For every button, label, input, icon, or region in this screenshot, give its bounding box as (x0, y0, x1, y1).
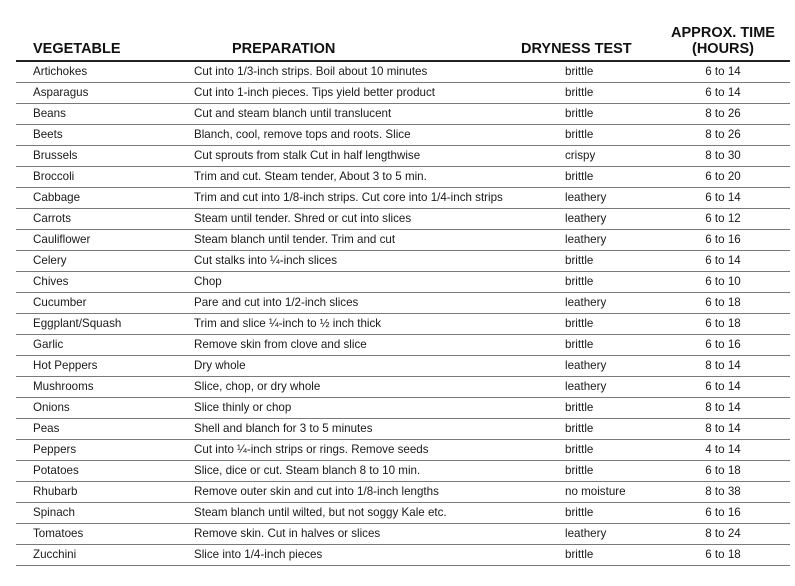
cell-dryness-test: brittle (565, 464, 594, 477)
cell-approx-time: 8 to 30 (705, 149, 741, 162)
cell-vegetable: Mushrooms (33, 380, 94, 393)
cell-approx-time: 6 to 18 (705, 548, 741, 561)
cell-vegetable: Garlic (33, 338, 64, 351)
header-vegetable: VEGETABLE (33, 41, 121, 57)
cell-vegetable: Cucumber (33, 296, 87, 309)
cell-preparation: Slice into 1/4-inch pieces (194, 548, 323, 561)
header-dryness-test: DRYNESS TEST (521, 41, 632, 57)
cell-preparation: Trim and cut into 1/8-inch strips. Cut core into 1/4-inch strips (194, 191, 503, 204)
cell-dryness-test: crispy (565, 149, 596, 162)
table-row (16, 83, 790, 104)
table-body (16, 62, 790, 566)
cell-approx-time: 6 to 16 (705, 233, 741, 246)
cell-vegetable: Hot Peppers (33, 359, 98, 372)
header-preparation: PREPARATION (232, 41, 336, 57)
cell-vegetable: Peas (33, 422, 60, 435)
cell-approx-time: 6 to 14 (705, 86, 741, 99)
cell-preparation: Remove skin. Cut in halves or slices (194, 527, 381, 540)
cell-dryness-test: no moisture (565, 485, 626, 498)
header-approx-time-line1: APPROX. TIME (671, 25, 775, 41)
cell-dryness-test: brittle (565, 170, 594, 183)
cell-dryness-test: leathery (565, 212, 607, 225)
cell-preparation: Cut into 1-inch pieces. Tips yield better product (194, 86, 436, 99)
cell-dryness-test: brittle (565, 422, 594, 435)
table-row (16, 251, 790, 272)
cell-vegetable: Spinach (33, 506, 75, 519)
table-row (16, 209, 790, 230)
table-row (16, 335, 790, 356)
table-row (16, 440, 790, 461)
cell-dryness-test: brittle (565, 317, 594, 330)
cell-dryness-test: brittle (565, 254, 594, 267)
cell-approx-time: 8 to 14 (705, 401, 741, 414)
cell-dryness-test: leathery (565, 380, 607, 393)
table-row (16, 419, 790, 440)
cell-vegetable: Eggplant/Squash (33, 317, 122, 330)
table-row (16, 461, 790, 482)
cell-preparation: Blanch, cool, remove tops and roots. Slice (194, 128, 411, 141)
cell-approx-time: 6 to 10 (705, 275, 741, 288)
cell-vegetable: Broccoli (33, 170, 75, 183)
cell-approx-time: 8 to 14 (705, 359, 741, 372)
table-header (16, 0, 790, 62)
header-approx-time (668, 25, 778, 57)
cell-preparation: Steam until tender. Shred or cut into slices (194, 212, 412, 225)
cell-approx-time: 6 to 18 (705, 296, 741, 309)
cell-approx-time: 6 to 12 (705, 212, 741, 225)
cell-dryness-test: brittle (565, 107, 594, 120)
cell-approx-time: 6 to 14 (705, 254, 741, 267)
table-row (16, 125, 790, 146)
cell-vegetable: Potatoes (33, 464, 79, 477)
cell-preparation: Steam blanch until wilted, but not soggy Kale etc. (194, 506, 447, 519)
cell-preparation: Steam blanch until tender. Trim and cut (194, 233, 396, 246)
cell-approx-time: 6 to 20 (705, 170, 741, 183)
cell-vegetable: Celery (33, 254, 67, 267)
cell-preparation: Trim and slice ¼-inch to ½ inch thick (194, 317, 382, 330)
cell-dryness-test: brittle (565, 338, 594, 351)
cell-approx-time: 4 to 14 (705, 443, 741, 456)
cell-preparation: Cut sprouts from stalk Cut in half lengthwise (194, 149, 421, 162)
cell-vegetable: Rhubarb (33, 485, 78, 498)
cell-vegetable: Brussels (33, 149, 78, 162)
cell-dryness-test: brittle (565, 65, 594, 78)
table-row (16, 104, 790, 125)
cell-preparation: Dry whole (194, 359, 246, 372)
cell-approx-time: 8 to 24 (705, 527, 741, 540)
cell-dryness-test: leathery (565, 191, 607, 204)
cell-dryness-test: brittle (565, 548, 594, 561)
cell-dryness-test: brittle (565, 86, 594, 99)
cell-approx-time: 8 to 26 (705, 107, 741, 120)
cell-preparation: Trim and cut. Steam tender, About 3 to 5 min. (194, 170, 427, 183)
cell-preparation: Shell and blanch for 3 to 5 minutes (194, 422, 373, 435)
cell-approx-time: 6 to 14 (705, 65, 741, 78)
cell-preparation: Chop (194, 275, 222, 288)
table-row (16, 524, 790, 545)
table-row (16, 230, 790, 251)
cell-vegetable: Asparagus (33, 86, 89, 99)
vegetable-drying-table (16, 0, 790, 566)
table-row (16, 272, 790, 293)
cell-preparation: Cut stalks into ¼-inch slices (194, 254, 338, 267)
header-approx-time-line2: (HOURS) (691, 41, 755, 57)
table-row (16, 545, 790, 566)
table-row (16, 356, 790, 377)
cell-dryness-test: brittle (565, 401, 594, 414)
cell-vegetable: Artichokes (33, 65, 88, 78)
cell-preparation: Cut into ¼-inch strips or rings. Remove seeds (194, 443, 429, 456)
cell-preparation: Remove outer skin and cut into 1/8-inch lengths (194, 485, 439, 498)
table-row (16, 482, 790, 503)
table-row (16, 377, 790, 398)
cell-vegetable: Beets (33, 128, 63, 141)
cell-vegetable: Chives (33, 275, 69, 288)
table-row (16, 167, 790, 188)
cell-approx-time: 6 to 18 (705, 464, 741, 477)
table-row (16, 188, 790, 209)
cell-approx-time: 6 to 18 (705, 317, 741, 330)
cell-preparation: Remove skin from clove and slice (194, 338, 367, 351)
cell-dryness-test: brittle (565, 128, 594, 141)
cell-approx-time: 6 to 14 (705, 380, 741, 393)
cell-vegetable: Cabbage (33, 191, 81, 204)
table-row (16, 293, 790, 314)
cell-approx-time: 6 to 16 (705, 506, 741, 519)
cell-approx-time: 8 to 14 (705, 422, 741, 435)
cell-vegetable: Onions (33, 401, 70, 414)
table-row (16, 314, 790, 335)
cell-dryness-test: leathery (565, 359, 607, 372)
cell-dryness-test: leathery (565, 527, 607, 540)
cell-vegetable: Peppers (33, 443, 77, 456)
cell-preparation: Cut and steam blanch until translucent (194, 107, 392, 120)
cell-approx-time: 6 to 16 (705, 338, 741, 351)
cell-approx-time: 8 to 26 (705, 128, 741, 141)
table-row (16, 146, 790, 167)
cell-dryness-test: brittle (565, 443, 594, 456)
table-row (16, 398, 790, 419)
cell-vegetable: Tomatoes (33, 527, 84, 540)
cell-preparation: Slice, dice or cut. Steam blanch 8 to 10 min. (194, 464, 421, 477)
cell-preparation: Slice thinly or chop (194, 401, 292, 414)
cell-dryness-test: brittle (565, 275, 594, 288)
table-row (16, 62, 790, 83)
cell-preparation: Slice, chop, or dry whole (194, 380, 321, 393)
cell-preparation: Pare and cut into 1/2-inch slices (194, 296, 359, 309)
cell-approx-time: 6 to 14 (705, 191, 741, 204)
cell-preparation: Cut into 1/3-inch strips. Boil about 10 minutes (194, 65, 428, 78)
cell-dryness-test: leathery (565, 233, 607, 246)
cell-approx-time: 8 to 38 (705, 485, 741, 498)
cell-vegetable: Beans (33, 107, 66, 120)
cell-vegetable: Cauliflower (33, 233, 91, 246)
cell-dryness-test: brittle (565, 506, 594, 519)
cell-vegetable: Carrots (33, 212, 72, 225)
table-row (16, 503, 790, 524)
cell-dryness-test: leathery (565, 296, 607, 309)
cell-vegetable: Zucchini (33, 548, 77, 561)
